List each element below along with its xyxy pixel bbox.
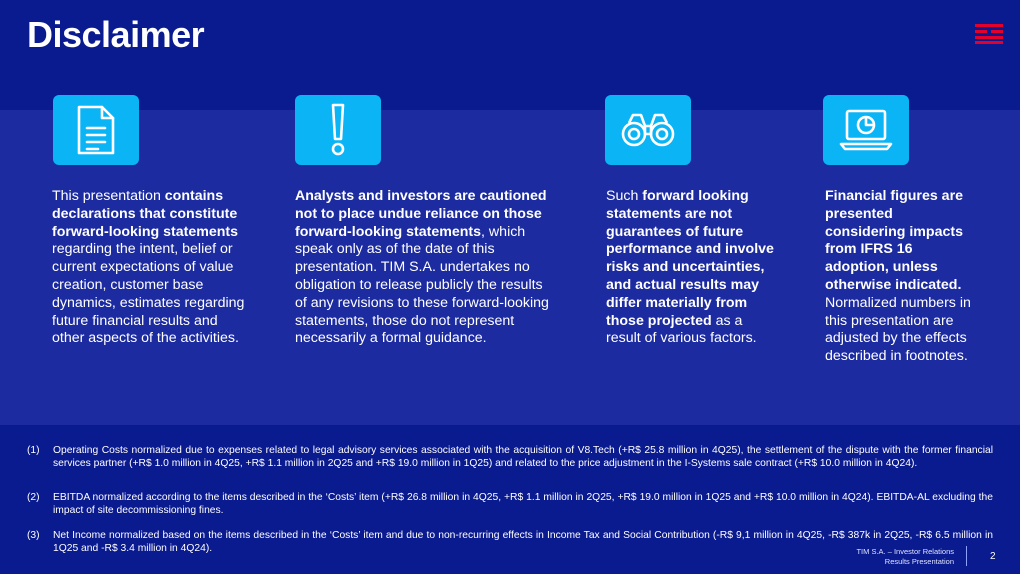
- laptop-chart-icon: [823, 95, 909, 165]
- footer-deck: Results Presentation: [884, 556, 954, 566]
- col2-text: Analysts and investors are cautioned not to place undue reliance on those forward-looking statements, which speak only as of the date of this presentation. TIM S.A. undertakes no obligation to release publicly the results of any revisions to these forward-looking statements, those do not represent necessarily a formal guidance.: [295, 188, 549, 347]
- disclaimer-column-3: [606, 188, 776, 348]
- footnote-3: [27, 529, 993, 556]
- footnote-2: [27, 491, 993, 518]
- binoculars-icon: [605, 95, 691, 165]
- footer-label: [856, 547, 954, 566]
- col3-text: Such forward looking statements are not guarantees of future performance and involve risks and uncertainties, and actual results may differ materially from those projected as a result of various factors.: [606, 188, 774, 347]
- footnote-text: Net Income normalized based on the items described in the ‘Costs’ item and due to non-recurring effects in Income Tax and Social Contribution (-R$ 9,1 million in 4Q25, -R$ 387k in 2Q25, -R$ 6.5 million in 1Q25 and -R$ 3.4 million in 4Q24).: [53, 530, 993, 555]
- disclaimer-column-4: [825, 188, 975, 366]
- footnote-1: [27, 444, 993, 471]
- footnote-number: (3): [27, 530, 40, 541]
- footnote-number: (2): [27, 492, 40, 503]
- tim-logo-icon: [975, 24, 1003, 44]
- footer-divider: [966, 546, 967, 566]
- footnote-text: EBITDA normalized according to the items described in the ‘Costs’ item (+R$ 26.8 million in 4Q25, +R$ 1.1 million in 2Q25, +R$ 19.0 million in 1Q25 and +R$ 10.0 million in 4Q24). EBITDA-AL excluding the impact of site decommissioning fines.: [53, 492, 993, 517]
- col4-text: Financial figures are presented considering impacts from IFRS 16 adoption, unless otherwise indicated. Normalized numbers in this presentation are adjusted by the effects described in footnotes.: [825, 188, 971, 365]
- footnote-number: (1): [27, 445, 40, 456]
- footnote-text: Operating Costs normalized due to expenses related to legal advisory services associated with the acquisition of V8.Tech (+R$ 25.8 million in 4Q25), the settlement of the dispute with the former financial services partner (+R$ 1.0 million in 4Q25, +R$ 1.1 million in 2Q25 and +R$ 19.0 million in 1Q25) and related to the price adjustment in the I-Systems sale contract (+R$ 10.0 million in 4Q24).: [53, 445, 993, 470]
- disclaimer-column-2: [295, 188, 557, 348]
- page-number: 2: [990, 551, 996, 562]
- exclamation-icon: [295, 95, 381, 165]
- document-icon: [53, 95, 139, 165]
- col1-text: This presentation contains declarations that constitute forward-looking statements regarding the intent, belief or current expectations of value creation, customer base dynamics, estimates regarding future financial results and other aspects of the activities.: [52, 188, 245, 347]
- disclaimer-column-1: [52, 188, 252, 348]
- page-title: Disclaimer: [27, 14, 205, 55]
- footer-company: TIM S.A. – Investor Relations: [856, 547, 954, 556]
